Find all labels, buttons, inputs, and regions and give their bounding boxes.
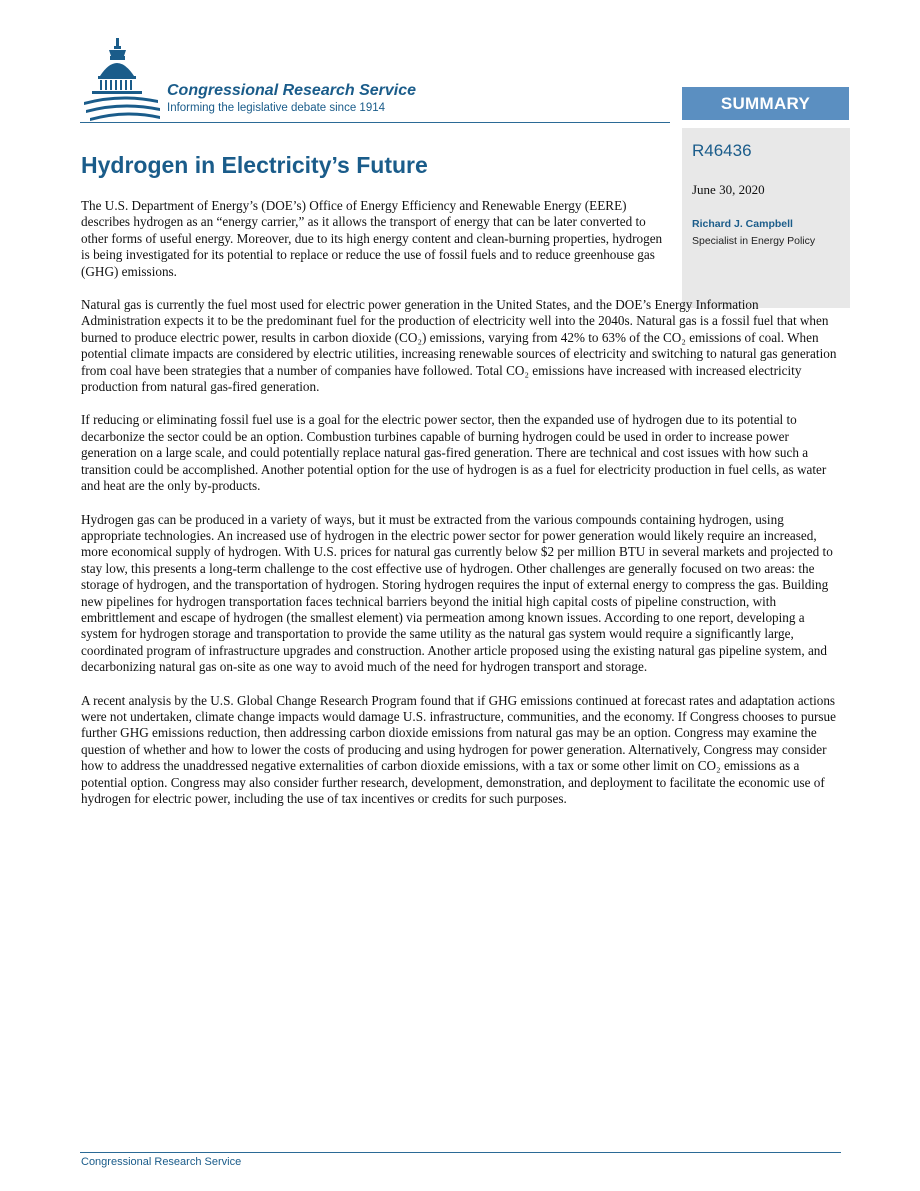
author-name[interactable]: Richard J. Campbell (692, 218, 793, 230)
org-name: Congressional Research Service (167, 82, 417, 99)
summary-body (81, 198, 841, 824)
footer-org-name: Congressional Research Service (81, 1156, 242, 1168)
paragraph-5: A recent analysis by the U.S. Global Change Research Program found that if GHG emissions continued at forecast rates and adaptation actions were not undertaken, climate change impacts would damage U.S. infrastructure, communities, and the economy. If Congress chooses to pursue further GHG emissions reduction, then addressing carbon dioxide emissions from natural gas may be an option. Congress may examine the question of whether and how to lower the costs of producing and using hydrogen for power generation. Alternatively, Congress may consider how to address the unaddressed negative externalities of carbon dioxide emissions, with a tax or some other limit on CO₂ emissions as a potential option. Congress may also consider further research, development, demonstration, and deployment to facilitate the economic use of hydrogen for electric power, including the use of tax incentives or credits for such purposes. (81, 692, 837, 806)
paragraph-2: Natural gas is currently the fuel most used for electric power generation in the United States, and the DOE’s Energy Information Administration expects it to be the predominant fuel for the production of electricity well into the 2040s. Natural gas is a fossil fuel that when burned to produce electric power, results in carbon dioxide (CO₂) emissions, varying from 42% to 63% of the CO₂ emissions of coal. When potential climate impacts are considered by electric utilities, increasing renewable sources of electricity and switching to natural gas generation from coal have been strategies that a number of companies have followed. Total CO₂ emissions have increased with increased electricity production from natural gas-fired generation. (81, 297, 837, 395)
paragraph-3: If reducing or eliminating fossil fuel use is a goal for the electric power sector, then the expanded use of hydrogen due to its potential to decarbonize the sector could be an option. Combustion turbines capable of burning hydrogen could be used in order to increase power generation on a large scale, and could potentially replace natural gas-fired generation. There are technical and cost issues with how such a transition could be accomplished. Another potential option for the use of hydrogen is as a fuel for electricity production in fuel cells, as water and heat are the only by-products. (81, 412, 827, 494)
page-title: Hydrogen in Electricity’s Future (81, 152, 428, 178)
capitol-dome-icon (82, 36, 162, 122)
report-number: R46436 (692, 141, 752, 160)
paragraph-1: The U.S. Department of Energy’s (DOE’s) Office of Energy Efficiency and Renewable Energy (EERE) describes hydrogen as an “energy carrier,” as it allows the transport of energy that can be later converted to other forms of useful energy. Moreover, due to its high energy content and clean-burning properties, hydrogen is being investigated for its potential to replace or reduce the use of fossil fuels and to reduce greenhouse gas (GHG) emissions. (81, 198, 663, 279)
author-title: Specialist in Energy Policy (692, 235, 816, 247)
report-date: June 30, 2020 (692, 182, 765, 197)
org-tagline: Informing the legislative debate since 1914 (167, 102, 386, 114)
summary-label: SUMMARY (682, 87, 849, 120)
header-divider (80, 122, 670, 123)
paragraph-4: Hydrogen gas can be produced in a variety of ways, but it must be extracted from the various compounds containing hydrogen, using appropriate technologies. An increased use of hydrogen in the electric power sector for power generation would likely require an increased, more economical supply of hydrogen. With U.S. prices for natural gas currently below $2 per million BTU in several markets and projected to stay low, this presents a long-term challenge to the cost effective use of hydrogen. Other challenges are generally focused on two areas: the storage of hydrogen, and the transportation of hydrogen. Storing hydrogen requires the input of external energy to compress the gas. Building new pipelines for hydrogen transportation faces technical barriers beyond the initial high capital costs of pipeline construction, with embrittlement and escape of hydrogen (the smallest element) via permeation among known issues. According to one report, developing a system for hydrogen storage and transportation to provide the same utility as the natural gas system would require a significantly large, coordinated program of infrastructure upgrades and construction. Another article proposed using the existing natural gas pipeline system, and decarbonizing natural gas on-site as one way to avoid much of the need for hydrogen transport and storage. (81, 511, 833, 675)
footer-divider (80, 1152, 841, 1153)
crs-logo[interactable] (82, 36, 482, 122)
